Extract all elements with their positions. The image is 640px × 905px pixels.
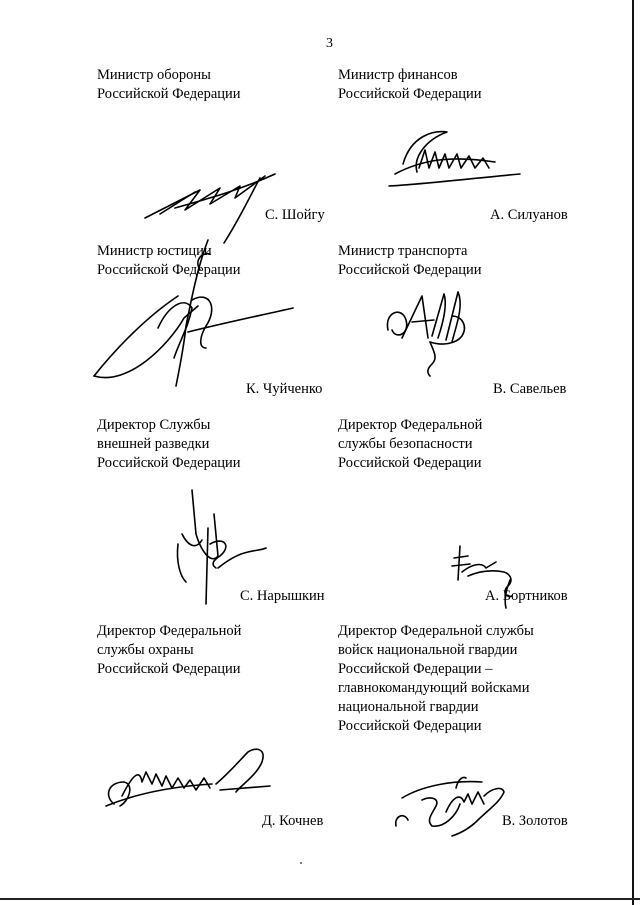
signature-siluanov	[385, 128, 525, 198]
signatory-name-siluanov: А. Силуанов	[490, 207, 568, 223]
signatory-name-zolotov: В. Золотов	[502, 813, 568, 829]
scan-speck	[300, 862, 302, 864]
signatory-name-bortnikov: А. Бортников	[485, 588, 568, 604]
signatory-title-justice: Министр юстиции Российской Федерации	[97, 243, 241, 278]
signatory-title-finance: Министр финансов Российской Федерации	[338, 67, 482, 102]
page-edge-right	[632, 0, 634, 905]
signatory-title-foreign-intelligence: Директор Службы внешней разведки Российской Федерации	[97, 417, 241, 471]
signatory-name-shoigu: С. Шойгу	[265, 207, 325, 223]
signature-chuichenko	[88, 236, 298, 396]
signatory-title-transport: Министр транспорта Российской Федерации	[338, 243, 482, 278]
signature-saveliev	[382, 286, 482, 376]
signatory-name-naryshkin: С. Нарышкин	[240, 588, 325, 604]
signature-kochnev	[100, 742, 280, 822]
signatory-name-kochnev: Д. Кочнев	[262, 813, 324, 829]
signatory-title-federal-protective-service: Директор Федеральной службы охраны Российской Федерации	[97, 623, 242, 677]
signature-zolotov	[392, 770, 512, 840]
page-edge-bottom	[0, 898, 640, 900]
signatory-title-defense: Министр обороны Российской Федерации	[97, 67, 241, 102]
signatory-name-chuichenko: К. Чуйченко	[246, 381, 323, 397]
page-number: 3	[326, 36, 333, 51]
signatory-title-security-service: Директор Федеральной службы безопасности Российской Федерации	[338, 417, 483, 471]
signatory-name-saveliev: В. Савельев	[493, 381, 567, 397]
signatory-title-national-guard: Директор Федеральной службы войск национальной гвардии Российской Федерации – главнокомандующий войсками национальной гвардии Российской Федерации	[338, 623, 534, 734]
